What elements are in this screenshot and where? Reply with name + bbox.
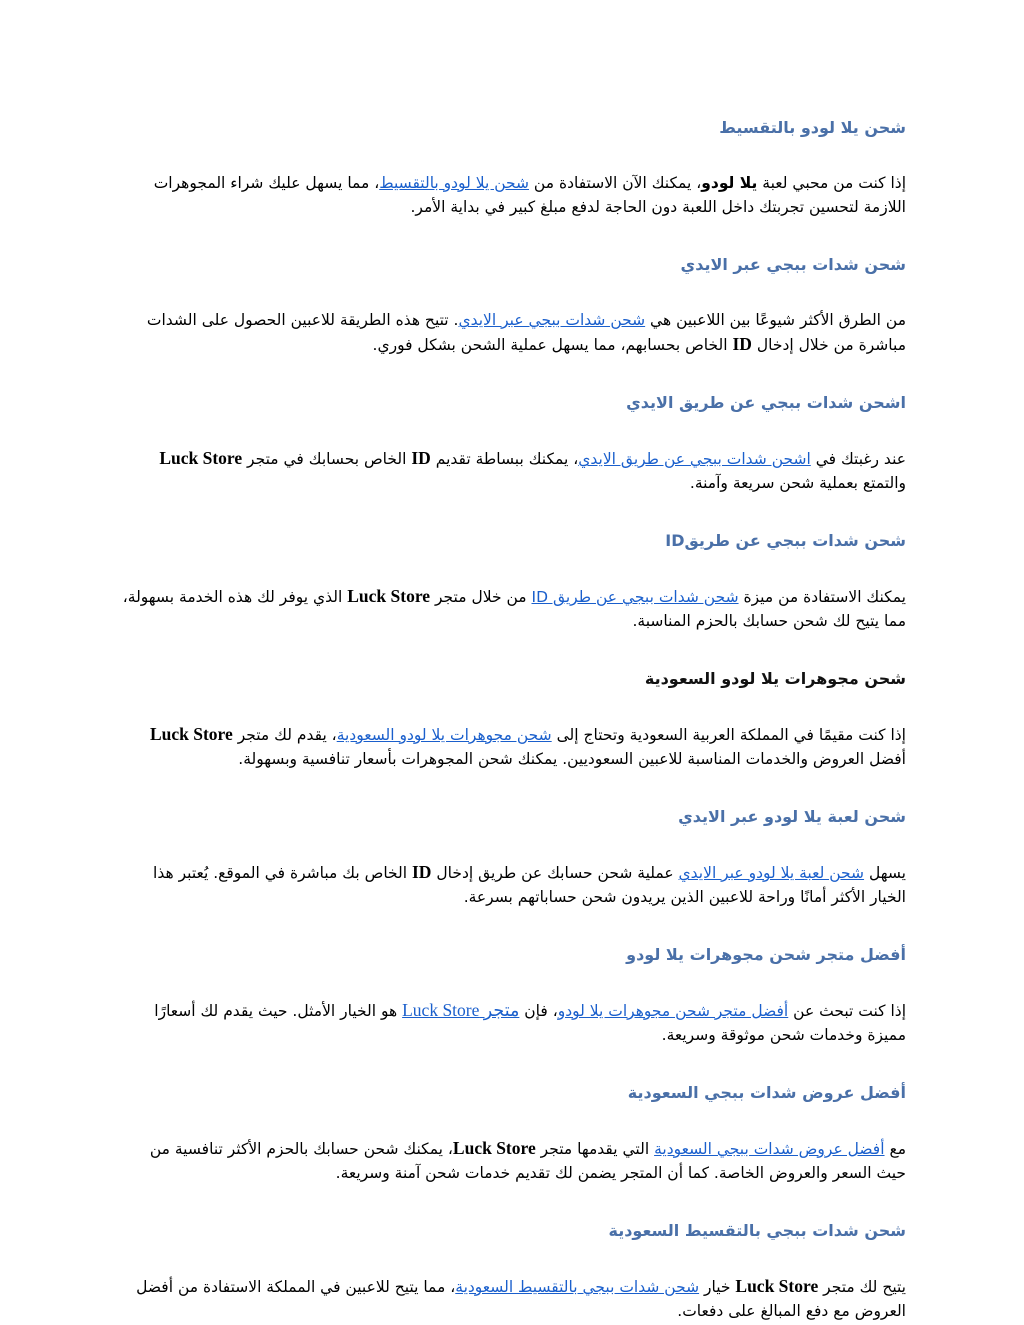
text-run: الخاص بك مباشرة في الموقع. يُعتبر هذا الخيار الأكثر أمانًا وراحة للاعبين الذين يريدون شحن حساباتهم بسرعة. <box>153 864 906 906</box>
article-section <box>118 1081 906 1185</box>
section-heading: اشحن شدات ببجي عن طريق الايدي <box>626 393 906 412</box>
section-paragraph <box>118 998 906 1047</box>
text-run: مع <box>884 1140 906 1158</box>
article-section <box>118 116 906 219</box>
inline-link[interactable]: شحن يلا لودو بالتقسيط <box>379 174 529 192</box>
text-run: ، مما يسهل عليك شراء المجوهرات اللازمة لتحسين تجربتك داخل اللعبة دون الحاجة لدفع مبلغ كبير في بداية الأمر. <box>153 174 906 216</box>
bold-text: يلا لودو <box>701 174 758 192</box>
text-run: الخاص بحسابك في متجر <box>242 450 412 468</box>
text-run: الخاص بحسابهم، مما يسهل عملية الشحن بشكل فوري. <box>372 336 733 354</box>
text-run: إذا كنت من محبي لعبة <box>757 174 906 192</box>
text-run: أفضل العروض والخدمات المناسبة للاعبين السعوديين. يمكنك شحن المجوهرات بأسعار تنافسية وبسهولة. <box>238 750 906 768</box>
latin-bold-text: Luck Store <box>452 1138 536 1158</box>
article-section <box>118 1219 906 1323</box>
text-run: إذا كنت مقيمًا في المملكة العربية السعودية وتحتاج إلى <box>551 726 906 744</box>
section-heading: شحن يلا لودو بالتقسيط <box>719 118 906 137</box>
text-run: من خلال متجر <box>430 588 532 606</box>
text-run: ، يمكنك شحن حسابك بالحزم الأكثر تنافسية من حيث السعر والعروض الخاصة. كما أن المتجر يضمن لك تقديم خدمات شحن آمنة وسريعة. <box>149 1140 906 1182</box>
article-section <box>118 253 906 357</box>
section-paragraph <box>118 446 906 495</box>
store-link[interactable]: متجر Luck Store <box>402 1000 520 1020</box>
section-paragraph <box>118 860 906 909</box>
text-run: والتمتع بعملية شحن سريعة وآمنة. <box>689 474 906 492</box>
section-heading: أفضل متجر شحن مجوهرات يلا لودو <box>626 945 906 964</box>
section-heading: شحن شدات ببجي عبر الايدي <box>680 255 906 274</box>
text-run: ، يمكنك ببساطة تقديم <box>430 450 579 468</box>
inline-link[interactable]: اشحن شدات ببجي عن طريق الايدي <box>578 450 811 468</box>
text-run: ، فإن <box>519 1002 558 1020</box>
latin-bold-text: ID <box>412 862 432 882</box>
latin-bold-text: Luck Store <box>159 448 243 468</box>
section-paragraph <box>118 171 906 219</box>
text-run: خيار <box>699 1278 736 1296</box>
latin-bold-text: ID <box>411 448 431 468</box>
text-run: التي يقدمها متجر <box>535 1140 655 1158</box>
inline-link[interactable]: شحن شدات ببجي عن طريق ID <box>531 588 739 606</box>
text-run: عند رغبتك في <box>810 450 906 468</box>
latin-bold-text: Luck Store <box>347 586 431 606</box>
section-heading: شحن شدات ببجي بالتقسيط السعودية <box>608 1221 906 1240</box>
latin-bold-text: Luck Store <box>149 724 233 744</box>
section-paragraph <box>118 308 906 357</box>
text-run: ، مما يتيح للاعبين في المملكة الاستفادة من أفضل العروض مع دفع المبالغ على دفعات. <box>136 1278 906 1320</box>
inline-link[interactable]: أفضل عروض شدات ببجي السعودية <box>654 1140 885 1158</box>
inline-link[interactable]: شحن لعبة يلا لودو عبر الايدي <box>678 864 865 882</box>
article-section <box>118 529 906 633</box>
inline-link[interactable]: شحن مجوهرات يلا لودو السعودية <box>336 726 552 744</box>
section-paragraph <box>118 584 906 633</box>
inline-link[interactable]: شحن شدات ببجي بالتقسيط السعودية <box>455 1278 700 1296</box>
text-run: يتيح لك متجر <box>818 1278 906 1296</box>
article-section <box>118 943 906 1047</box>
text-run: ، يمكنك الآن الاستفادة من <box>529 174 702 192</box>
section-paragraph <box>118 1274 906 1323</box>
text-run: هو الخيار الأمثل. حيث يقدم لك أسعارًا مميزة وخدمات شحن موثوقة وسريعة. <box>154 1002 906 1044</box>
text-run: يمكنك الاستفادة من ميزة <box>738 588 906 606</box>
text-run: الذي يوفر لك هذه الخدمة بسهولة، مما يتيح لك شحن حسابك بالحزم المناسبة. <box>122 588 906 630</box>
article-section <box>118 805 906 909</box>
inline-link[interactable]: شحن شدات ببجي عبر الايدي <box>458 311 646 329</box>
section-heading: أفضل عروض شدات ببجي السعودية <box>627 1083 906 1102</box>
latin-bold-text: ID <box>732 334 752 354</box>
inline-link[interactable]: أفضل متجر شحن مجوهرات يلا لودو <box>557 1002 789 1020</box>
text-run: . تتيح هذه الطريقة للاعبين الحصول على الشدات مباشرة من خلال إدخال <box>146 311 906 354</box>
section-paragraph <box>118 722 906 771</box>
section-paragraph <box>118 1136 906 1185</box>
text-run: من الطرق الأكثر شيوعًا بين اللاعبين هي <box>645 311 906 329</box>
text-run: عملية شحن حسابك عن طريق إدخال <box>431 864 679 882</box>
text-run: إذا كنت تبحث عن <box>788 1002 906 1020</box>
latin-bold-text: Luck Store <box>735 1276 819 1296</box>
article-section <box>118 391 906 495</box>
text-run: يسهل <box>864 864 906 882</box>
section-heading: شحن مجوهرات يلا لودو السعودية <box>644 669 906 688</box>
section-heading: شحن شدات ببجي عن طريقID <box>665 531 906 550</box>
article-section <box>118 667 906 771</box>
text-run: ، يقدم لك متجر <box>232 726 337 744</box>
section-heading: شحن لعبة يلا لودو عبر الايدي <box>678 807 906 826</box>
